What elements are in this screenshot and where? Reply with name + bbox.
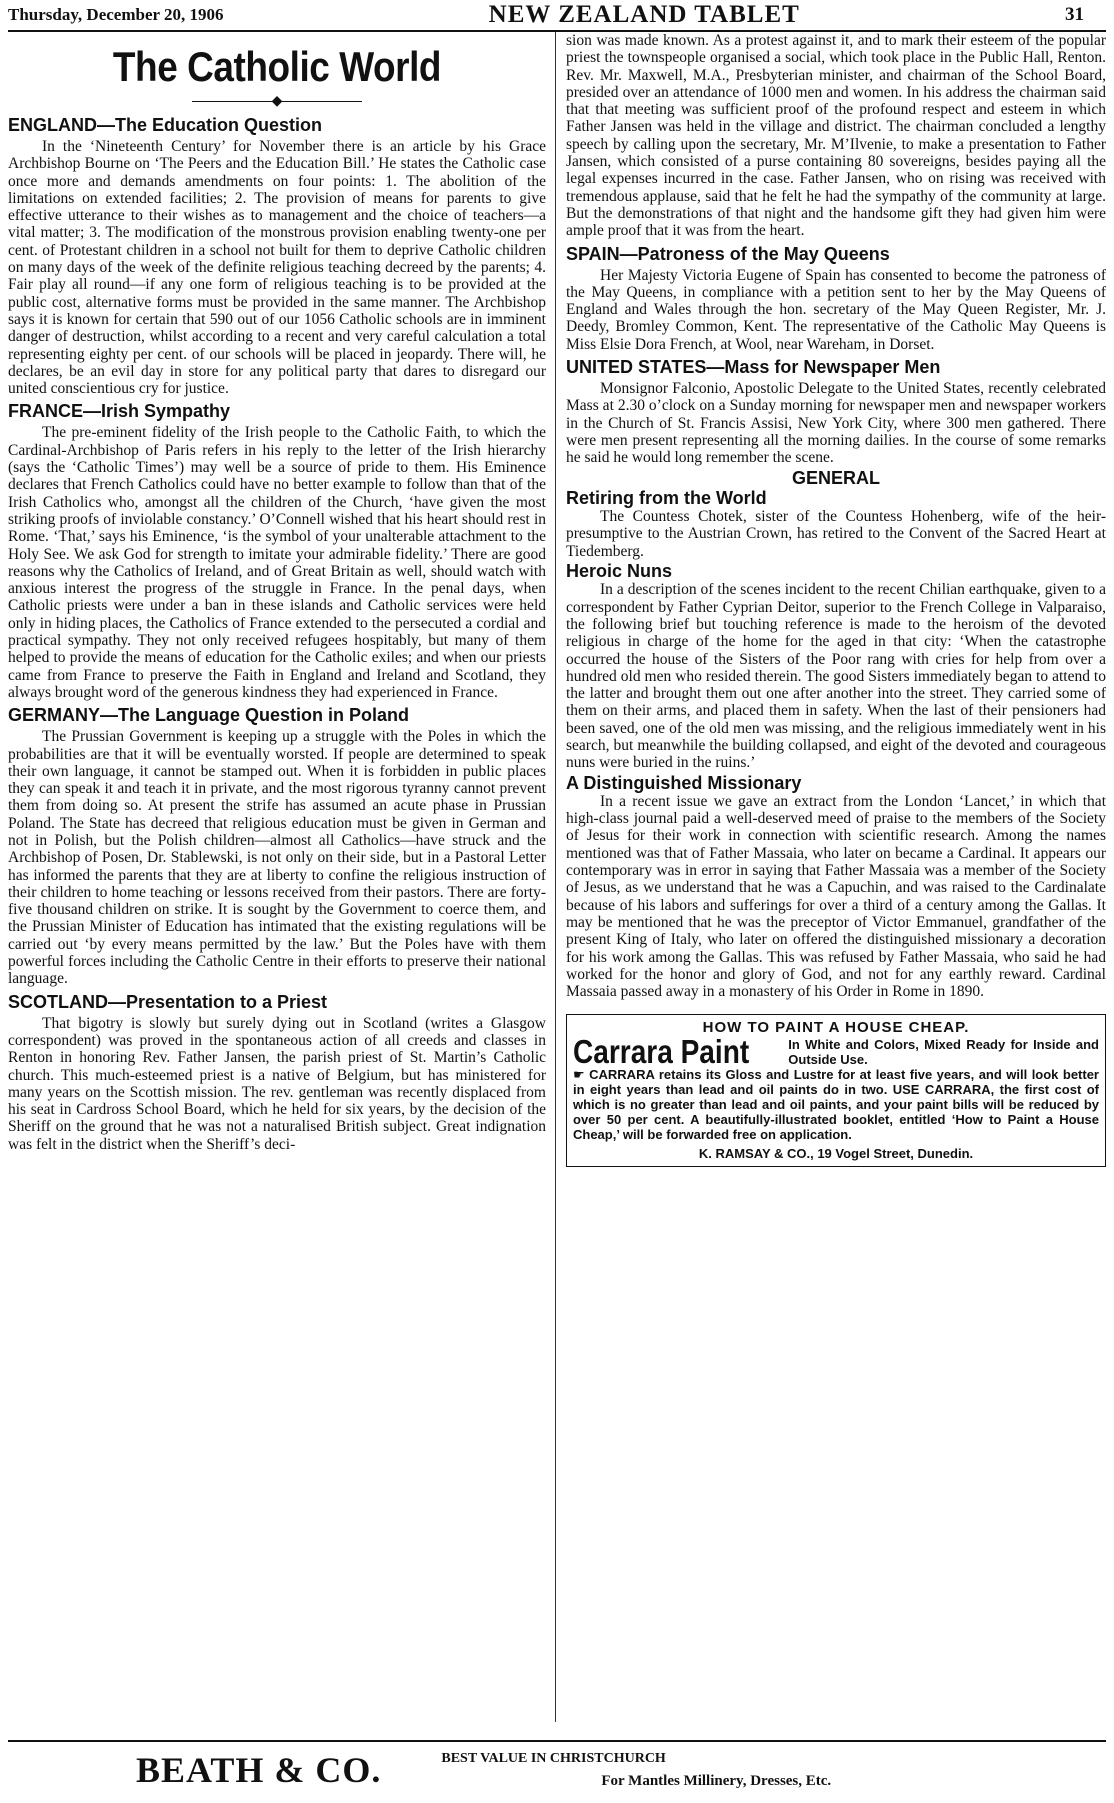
spain-article: Her Majesty Victoria Eugene of Spain has consented to become the patroness of the May Queens, in compliance with a petition sent to her by the May Queens of England and Wales through the hon. secretary of the May Queen Register, Mr. J. Deedy, Bromley Common, Kent. The representative of the Catholic May Queens is Miss Elsie Dora French, at Wool, near Wareham, in Dorset. bbox=[566, 266, 1106, 353]
france-heading: FRANCE—Irish Sympathy bbox=[8, 401, 231, 422]
newspaper-title: NEW ZEALAND TABLET bbox=[488, 1, 800, 28]
france-article: The pre-eminent fidelity of the Irish people to the Catholic Faith, to which the Cardinal-Archbishop of Paris refers in his reply to the letter of the Irish hierarchy (says the ‘Catholic Times’) may well be a source of pride to them. His Eminence declares that French Catholics could have no better example to follow than that of the Irish Catholics who, amongst all the children of the Church, ‘have given the most striking proofs of inviolable constancy.’ O’Connell wished that his heart should rest in Rome. ‘That,’ says his Eminence, ‘is the symbol of your unalterable attachment to the Holy See. We ask God for strength to imitate your admirable fidelity.’ There are good reasons why the Catholics of Ireland, and of Great Britain as well, should watch with anxious interest the progress of the struggle in France. In the penal days, when Catholic priests were under a ban in these islands and Catholic services were held only in hiding places, the Catholics of France extended to the persecuted a cordial and practical sympathy. They not only received refugees hospitably, but many of them helped to provide the means of education for the Catholic exiles; and when our priests came from France to preserve the Faith in England and Ireland and Scotland, they always brought word of the generous kindness they had experienced in France. bbox=[8, 424, 546, 701]
left-column bbox=[8, 32, 546, 1717]
general-heading: GENERAL bbox=[791, 467, 880, 488]
scotland-heading: SCOTLAND—Presentation to a Priest bbox=[8, 991, 328, 1012]
footer-line-2: For Mantles Millinery, Dresses, Etc. bbox=[601, 1773, 832, 1789]
retiring-article: The Countess Chotek, sister of the Countess Hohenberg, wife of the heir-presumptive to the Austrian Crown, has retired to the Convent of the Sacred Heart at Tiedemberg. bbox=[566, 508, 1106, 560]
germany-heading: GERMANY—The Language Question in Poland bbox=[8, 705, 410, 726]
footer-company: BEATH & CO. bbox=[136, 1750, 382, 1790]
england-heading: ENGLAND—The Education Question bbox=[8, 115, 323, 135]
us-heading: UNITED STATES—Mass for Newspaper Men bbox=[566, 357, 941, 378]
scotland-article: That bigotry is slowly but surely dying out in Scotland (writes a Glasgow correspondent) was proved in the spontaneous action of all creeds and classes in Renton in honoring Rev. Father Jansen, the parish priest of St. Martin’s Catholic church. This much-esteemed priest is a native of Belgium, but has ministered for many years on the Scottish mission. The rev. gentleman was recently displaced from his seat in Cardross School Board, which he held for six years, by the decision of the Sheriff on the ground that he was not a naturalised British subject. Great indignation was felt in the district when the Sheriff’s deci- bbox=[8, 1014, 546, 1153]
ad-brand: Carrara Paint bbox=[573, 1033, 750, 1071]
issue-date: Thursday, December 20, 1906 bbox=[8, 5, 224, 24]
footer-line-1: BEST VALUE IN CHRISTCHURCH bbox=[441, 1751, 666, 1766]
diamond-icon: ◆ bbox=[271, 94, 283, 109]
column-divider bbox=[555, 32, 556, 1722]
footer-blurb bbox=[441, 1748, 831, 1792]
spain-heading: SPAIN—Patroness of the May Queens bbox=[566, 243, 890, 264]
ornament-divider bbox=[8, 94, 546, 110]
carrara-advertisement bbox=[566, 1014, 1106, 1167]
ad-headline: HOW TO PAINT A HOUSE CHEAP. bbox=[702, 1019, 970, 1037]
england-article: In the ‘Nineteenth Century’ for November there is an article by his Grace Archbishop Bourne on ‘The Peers and the Education Bill.’ He states the Catholic case once more and demands amendments on four points: 1. The abolition of the limitations on extended facilities; 2. The provision of means for parents to give effective utterance to their wishes as to management and the choice of teachers—a vital matter; 3. The modification of the monstrous provision enabling twenty-one per cent. of Protestant children in a school not built for them to deprive Catholic children on many days of the week of the definite religious teaching decreed by the parents; 4. Fair play all round—if any one form of religious teaching is to be provided at the public cost, alternative forms must be provided in the same manner. The Archbishop says it is known for certain that 590 out of our 1056 Catholic schools are in imminent danger of destruction, whilst according to a recent and very careful calculation a total representing eighty per cent. of our schools will be placed in jeopardy. There will, he declares, be an evil day in store for any political party that dares to disregard our united conscientious cry for justice. bbox=[8, 138, 546, 398]
scotland-article-continued: sion was made known. As a protest against it, and to mark their esteem of the popular priest the townspeople organised a social, which took place in the Public Hall, Renton. Rev. Mr. Maxwell, M.A., Presbyterian minister, and chairman of the School Board, presided over an attendance of 1000 men and women. In his address the chairman said that that meeting was sufficient proof of the profound respect and esteem in which Father Jansen was held in the village and district. The chairman concluded a lengthy speech by calling upon the secretary, Mr. M’Ilvenie, to make a presentation to Father Jansen, which consisted of a purse containing 80 sovereigns, besides paying all the legal expenses incurred in the case. Father Jansen, who on rising was received with tremendous applause, said that he felt he had the sympathy of the community at large. But the demonstrations of that night and the handsome gift they had given him were ample proof that it was from the heart. bbox=[566, 32, 1106, 240]
missionary-heading: A Distinguished Missionary bbox=[566, 772, 802, 793]
ad-body-text: CARRARA retains its Gloss and Lustre for at least five years, and will look better in eight years than lead and oil paints do in two. USE CARRARA, the first cost of which is no greater than lead and oil paints, and your paint bills will be reduced by over 50 per cent. A beautifully-illustrated booklet, entitled ‘How to Paint a House Cheap,’ will be forwarded free on application. bbox=[573, 1066, 1099, 1142]
heroic-nuns-article: In a description of the scenes incident to the recent Chilian earthquake, given to a correspondent by Father Cyprian Deitor, superior to the French College in Valparaiso, the following brief but touching reference is made to the heroism of the devoted religious in charge of the home for the aged in that city: ‘When the catastrophe occurred the house of the Sisters of the Poor rang with cries for help from over a hundred old men who resided therein. The good Sisters immediately began to attend to the latter and brought them out one after another into the street. They carried some of them on their arms, and placed them in safety. When the last of their pensioners had been saved, one of the old men was missing, and the religious immediately went in his search, but meanwhile the building collapsed, and eight of the devoted and courageous nuns were buried in the ruins.’ bbox=[566, 581, 1106, 772]
page-header bbox=[8, 0, 1106, 32]
ad-body bbox=[573, 1067, 1099, 1142]
heroic-nuns-heading: Heroic Nuns bbox=[566, 561, 673, 582]
ad-address: K. RAMSAY & CO., 19 Vogel Street, Dunedin. bbox=[698, 1145, 974, 1161]
retiring-heading: Retiring from the World bbox=[566, 487, 767, 508]
section-masthead: The Catholic World bbox=[112, 43, 442, 90]
page-footer-advert bbox=[8, 1740, 1106, 1798]
missionary-article: In a recent issue we gave an extract from the London ‘Lancet,’ in which that high-class journal paid a well-deserved meed of praise to the members of the Society of Jesus for their work in connection with scientific research. Among the names mentioned was that of Father Massaia, who later on became a Cardinal. It appears our contemporary was in error in saying that Father Massaia was a member of the Society of Jesus, as we understand that he was a Capuchin, and was raised to the Cardinalate because of his labors and sufferings for over a third of a century among the Gallas. It may be mentioned that he was the preceptor of Victor Emmanuel, grandfather of the present King of Italy, who later on offered the distinguished missionary a decoration for his work among the Gallas. This was refused by Father Massaia, who said he had worked for the honor and glory of God, and not for any earthly reward. Cardinal Massaia passed away in a monastery of his Order in Rome in 1890. bbox=[566, 792, 1106, 1001]
germany-article: The Prussian Government is keeping up a struggle with the Poles in which the probabilities are that it will be eventually worsted. If people are determined to speak their own language, it cannot be stamped out. When it is forbidden in public places they can speak it and teach it in private, and the most rigorous tyranny cannot prevent them from doing so. At present the strife has assumed an acute phase in Prussian Poland. The State has decreed that religious education must be given in German and not in Polish, but the Polish children—almost all Catholics—have struck and the Archbishop of Posen, Dr. Stablewski, is not only on their side, but in a Pastoral Letter has informed the parents that they are at liberty to confine the religious instruction of their children to home teaching or lessons received from their pastors. There are forty-five thousand children on strike. It is sought by the Government to coerce them, and the Prussian Minister of Education has intimated that the existing regulations will be carried out ‘by every means permitted by the law.’ But the Poles have with them powerful forces including the Catholic Centre in their efforts to preserve their national language. bbox=[8, 728, 546, 988]
ad-tagline: In White and Colors, Mixed Ready for Inside and Outside Use. bbox=[788, 1036, 1099, 1067]
right-column bbox=[566, 32, 1106, 1717]
pointing-hand-icon: ☛ bbox=[573, 1066, 590, 1082]
page-number: 31 bbox=[1064, 4, 1084, 25]
us-article: Monsignor Falconio, Apostolic Delegate to the United States, recently celebrated Mass at 2.30 o’clock on a Sunday morning for newspaper men and newspaper workers in the Church of St. Francis Assisi, New York City, where 300 men gathered. There were men present representing all the morning dailies. In the course of some remarks he said he would long remember the scene. bbox=[566, 380, 1106, 467]
